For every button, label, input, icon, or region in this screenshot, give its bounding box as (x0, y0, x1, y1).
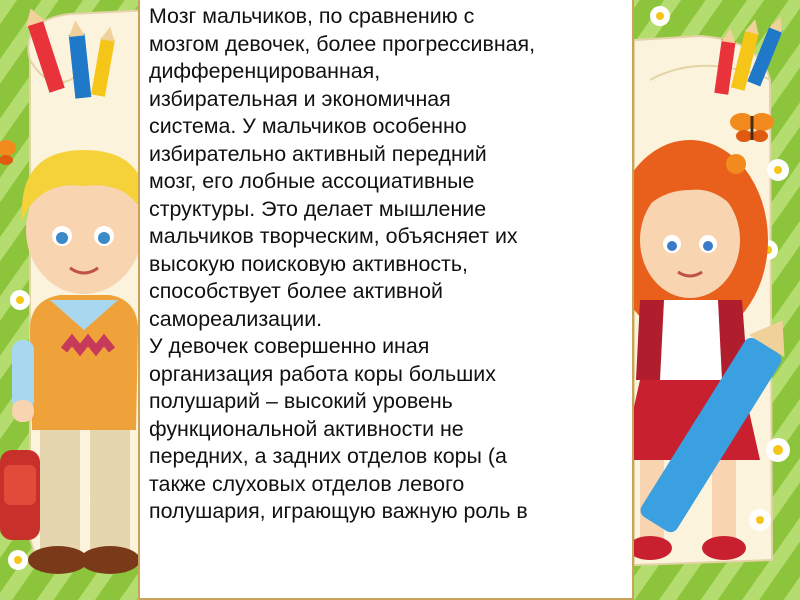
paragraph-girls-brain: У девочек совершенно иная организация работа коры больших полушарий – высокий уровень функциональной активности не передних, а задних отделов коры (а также слуховых отделов левого полушария, играющую важную роль в (149, 334, 528, 523)
paragraph-boys-brain: Мозг мальчиков, по сравнению с мозгом девочек, более прогрессивная, дифференцированная, избирательная и экономичная система. У мальчиков особенно избирательно активный передний мозг, его лобные ассоциативные структуры. Это делает мышление мальчиков творческим, объясняет их высокую поисковую активность, способствует более активной самореализации. (149, 4, 536, 331)
text-panel (138, 0, 634, 600)
boy-illustration-icon (0, 150, 146, 574)
butterfly-right-icon (730, 113, 774, 142)
